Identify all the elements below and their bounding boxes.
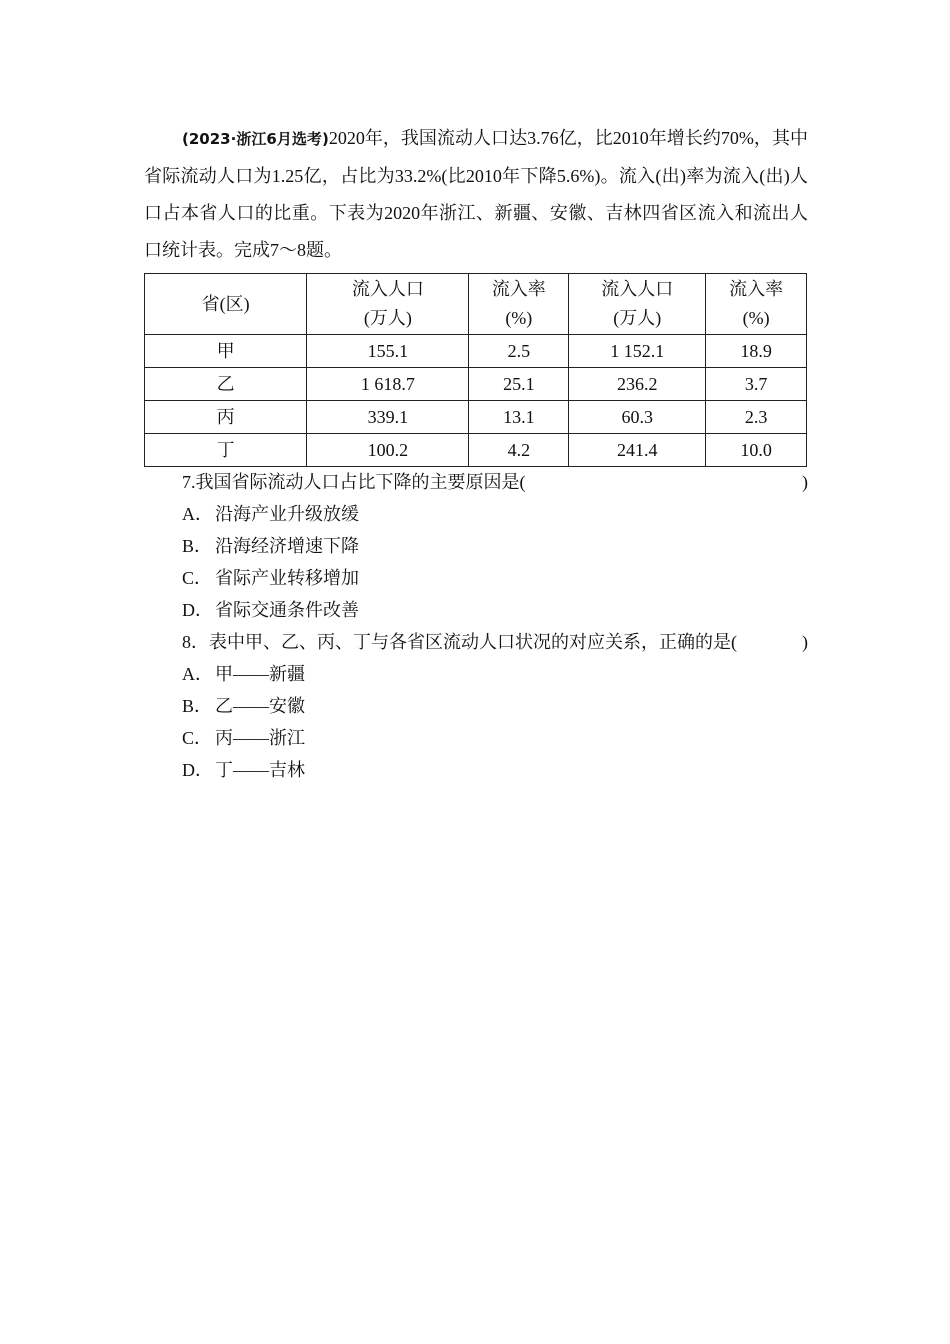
question-7-option-b[interactable]: B． 沿海经济增速下降 — [182, 536, 359, 556]
table-cell: 100.2 — [307, 434, 469, 467]
table-cell: 10.0 — [706, 434, 807, 467]
table-cell: 155.1 — [307, 335, 469, 368]
table-cell: 甲 — [145, 335, 307, 368]
question-7-stem: 7.我国省际流动人口占比下降的主要原因是( ) — [182, 472, 808, 492]
table-cell: 236.2 — [569, 368, 706, 401]
question-8-option-a[interactable]: A． 甲——新疆 — [182, 664, 305, 684]
header-inflow-rate-2: 流入率 (%) — [706, 274, 807, 335]
table-cell: 乙 — [145, 368, 307, 401]
question-7-option-a[interactable]: A． 沿海产业升级放缓 — [182, 504, 359, 524]
intro-text: 2020年，我国流动人口达3.76亿，比2010年增长约70%，其中省际流动人口为1.25亿，占比为33.2%(比2010年下降5.6%)。流入(出)率为流入(出)人口占本省人口的比重。下表为2020年浙江、新疆、安徽、吉林四省区流入和流出人口统计表。完成7～8题。 — [144, 128, 808, 260]
table-cell: 1 618.7 — [307, 368, 469, 401]
table-row — [145, 368, 807, 401]
table-cell: 2.3 — [706, 401, 807, 434]
table-cell: 3.7 — [706, 368, 807, 401]
table-cell: 2.5 — [469, 335, 569, 368]
question-8-option-d[interactable]: D． 丁——吉林 — [182, 760, 305, 780]
table-row — [145, 335, 807, 368]
table-cell: 25.1 — [469, 368, 569, 401]
question-source: (2023·浙江6月选考) — [182, 130, 329, 148]
header-inflow-population-2: 流入人口 (万人) — [569, 274, 706, 335]
table-cell: 丁 — [145, 434, 307, 467]
table-cell: 241.4 — [569, 434, 706, 467]
question-8-stem: 8．表中甲、乙、丙、丁与各省区流动人口状况的对应关系，正确的是( ) — [182, 632, 808, 652]
table-cell: 18.9 — [706, 335, 807, 368]
question-8-option-b[interactable]: B． 乙——安徽 — [182, 696, 305, 716]
table-cell: 丙 — [145, 401, 307, 434]
table-cell: 4.2 — [469, 434, 569, 467]
header-inflow-population: 流入人口 (万人) — [307, 274, 469, 335]
header-province: 省(区) — [145, 274, 307, 335]
intro-paragraph — [144, 120, 808, 269]
table-cell: 13.1 — [469, 401, 569, 434]
table-cell: 60.3 — [569, 401, 706, 434]
header-inflow-rate: 流入率 (%) — [469, 274, 569, 335]
question-7-option-d[interactable]: D． 省际交通条件改善 — [182, 600, 359, 620]
table-cell: 1 152.1 — [569, 335, 706, 368]
table-row — [145, 401, 807, 434]
table-cell: 339.1 — [307, 401, 469, 434]
table-header-row — [145, 274, 807, 335]
question-list — [182, 466, 808, 786]
question-7-option-c[interactable]: C． 省际产业转移增加 — [182, 568, 359, 588]
population-flow-table — [144, 273, 807, 467]
question-8-option-c[interactable]: C． 丙——浙江 — [182, 728, 305, 748]
table-row — [145, 434, 807, 467]
